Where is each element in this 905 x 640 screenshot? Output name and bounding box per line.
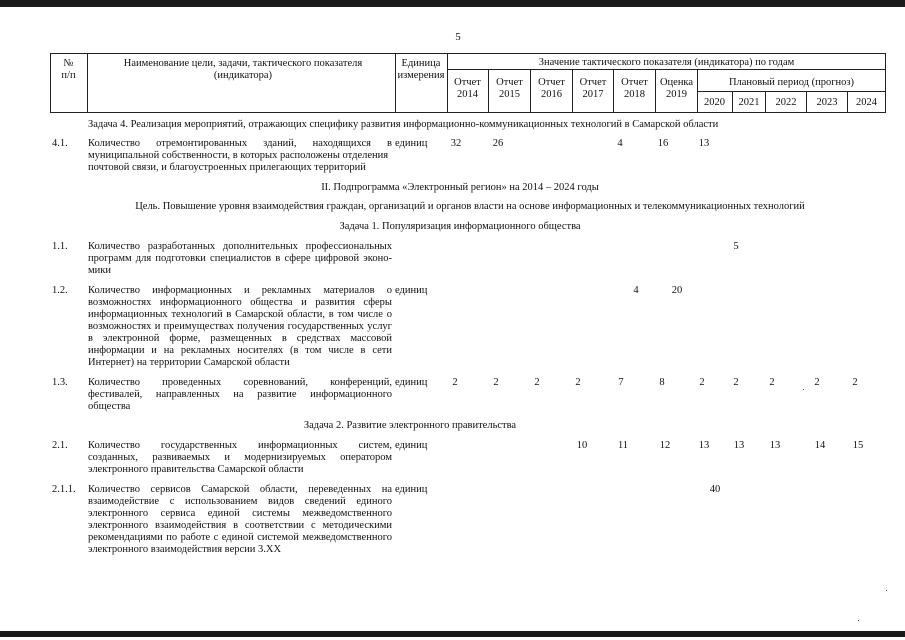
row-1-2-name-line: в электронной форме, размещенных в средствах массовой — [88, 333, 392, 344]
table-header — [50, 53, 886, 113]
row-1-2-name-line: Количество информационных и рекламных материалов о — [88, 285, 392, 296]
row-1-3-unit: единиц — [395, 377, 428, 388]
row-1-1-name — [88, 241, 392, 277]
task-4-heading: Задача 4. Реализация мероприятий, отражающих специфику развития информационно-коммуникационных технологий в Самарской области — [88, 119, 719, 130]
row-1-3-value-2022: 2 — [769, 377, 775, 388]
row-1-2-value-2019: 20 — [671, 285, 683, 296]
row-2-1-name-line: созданных, развиваемых и модернизируемых оператором — [88, 452, 392, 463]
row-1-2-name-line: возможностях информационного общества и развития сферы — [88, 297, 392, 308]
row-1-3-value-2021: 2 — [733, 377, 739, 388]
row-2-1-1-number: 2.1.1. — [52, 484, 76, 495]
row-2-1-1-name-line: рекомендациями по работе с единой системой межведомственного — [88, 532, 392, 543]
row-4-1-value-2019: 16 — [657, 138, 669, 149]
header-unit-col: Единица измерения — [397, 58, 445, 81]
row-1-3-value-2015: 2 — [493, 377, 499, 388]
row-2-1-unit: единиц — [395, 440, 428, 451]
row-1-3-value-2023: 2 — [814, 377, 820, 388]
header-number-col: № п/п — [61, 58, 76, 81]
row-2-1-value-2019: 12 — [659, 440, 671, 451]
row-2-1-1-value-2020: 40 — [709, 484, 721, 495]
row-4-1-name-line: Количество отремонтированных зданий, находящихся в — [88, 138, 392, 149]
row-1-1-name-line: мики — [88, 265, 111, 276]
header-plan-2023: 2023 — [816, 97, 838, 108]
header-plan-2024: 2024 — [856, 97, 877, 108]
row-1-2-value-2018: 4 — [633, 285, 639, 296]
row-1-1-name-line: Количество разработанных дополнительных профессиональных — [88, 241, 392, 252]
row-2-1-value-2022: 13 — [769, 440, 781, 451]
row-1-3-name-line: Количество проведенных соревнований, конференций, — [88, 377, 392, 388]
page-number: 5 — [455, 31, 461, 43]
header-year-2018: Отчет 2018 — [621, 77, 648, 100]
scan-speck — [803, 389, 804, 390]
row-4-1-value-2020: 13 — [698, 138, 710, 149]
row-2-1-number: 2.1. — [52, 440, 68, 451]
row-1-2-name-line: возможностях и преимуществах получения государственных услуг — [88, 321, 392, 332]
subprogram-heading: II. Подпрограмма «Электронный регион» на 2014 – 2024 годы — [321, 182, 599, 193]
row-1-2-name-line: Интернет) на территории Самарской области — [88, 357, 290, 368]
row-2-1-1-unit: единиц — [395, 484, 428, 495]
row-1-1-number: 1.1. — [52, 241, 68, 252]
scan-speck — [858, 620, 859, 621]
row-1-2-number: 1.2. — [52, 285, 68, 296]
header-year-2014: Отчет 2014 — [454, 77, 481, 100]
row-1-3-number: 1.3. — [52, 377, 68, 388]
row-1-2-name-line: информации и на рекламных носителях (в том числе в сети — [88, 345, 392, 356]
scan-speck — [886, 590, 887, 591]
header-sep — [697, 91, 886, 92]
row-2-1-1-name-line: взаимодействие с использованием видов сведений единого — [88, 496, 392, 507]
header-plan-2020: 2020 — [704, 97, 725, 108]
row-2-1-1-name — [88, 484, 392, 556]
row-2-1-1-name-line: электронного взаимодействия версии 3.ХХ — [88, 544, 282, 555]
header-year-2015: Отчет 2015 — [496, 77, 523, 100]
row-1-2-name-line: информационных технологий в Самарской области, в том числе о — [88, 309, 392, 320]
header-year-2017: Отчет 2017 — [579, 77, 607, 100]
header-plan-2021: 2021 — [738, 97, 760, 108]
header-plan-title: Плановый период (прогноз) — [728, 77, 855, 88]
row-4-1-name — [88, 138, 392, 174]
row-4-1-value-2014: 32 — [450, 138, 462, 149]
row-2-1-value-2021: 13 — [733, 440, 745, 451]
top-scan-border — [0, 0, 905, 7]
row-1-3-value-2020: 2 — [699, 377, 705, 388]
row-1-1-value-2021: 5 — [733, 241, 739, 252]
row-2-1-value-2018: 11 — [617, 440, 629, 451]
row-1-3-value-2014: 2 — [452, 377, 458, 388]
row-1-3-value-2018: 7 — [618, 377, 624, 388]
row-1-3-value-2024: 2 — [852, 377, 858, 388]
header-sep — [87, 53, 88, 113]
header-year-2019: Оценка 2019 — [659, 77, 694, 100]
row-1-3-name-line: фестивалей, направленных на развитие информационного — [88, 389, 392, 400]
header-top-rule — [50, 53, 886, 54]
row-2-1-1-name-line: Количество сервисов Самарской области, переведенных на — [88, 484, 392, 495]
row-1-1-name-line: программ для подготовки специалистов в сфере цифровой эконо- — [88, 253, 392, 264]
row-2-1-value-2017: 10 — [576, 440, 588, 451]
header-sep — [447, 69, 886, 70]
row-1-3-value-2017: 2 — [575, 377, 581, 388]
row-1-3-value-2019: 8 — [659, 377, 665, 388]
row-4-1-value-2018: 4 — [617, 138, 623, 149]
header-plan-2022: 2022 — [775, 97, 797, 108]
row-4-1-number: 4.1. — [52, 138, 68, 149]
bottom-scan-border — [0, 631, 905, 637]
row-2-1-value-2020: 13 — [698, 440, 710, 451]
row-1-2-name — [88, 285, 392, 369]
header-year-2016: Отчет 2016 — [538, 77, 565, 100]
row-4-1-name-line: муниципальной собственности, в которых расположены отделения — [88, 150, 389, 161]
row-2-1-name-line: Количество государственных информационных систем, — [88, 440, 392, 451]
row-1-3-value-2016: 2 — [534, 377, 540, 388]
row-1-3-name-line: общества — [88, 401, 131, 412]
row-1-3-name — [88, 377, 392, 413]
row-4-1-unit: единиц — [395, 138, 428, 149]
row-2-1-1-name-line: электронного сервиса единой системы межведомственного — [88, 508, 392, 519]
row-2-1-name-line: электронного правительства Самарской области — [88, 464, 304, 475]
row-2-1-1-name-line: электронного взаимодействия в соответствии с методическими — [88, 520, 392, 531]
row-4-1-value-2015: 26 — [492, 138, 504, 149]
header-bottom-rule — [50, 112, 886, 113]
row-4-1-name-line: почтовой связи, и благоустроенных прилегающих территорий — [88, 162, 366, 173]
row-2-1-value-2024: 15 — [852, 440, 864, 451]
row-2-1-value-2023: 14 — [814, 440, 826, 451]
header-name-col: Наименование цели, задачи, тактического показателя (индикатора) — [123, 58, 363, 81]
goal-heading: Цель. Повышение уровня взаимодействия граждан, организаций и органов власти на основе информационных и телекоммуникационных технологий — [135, 201, 805, 212]
row-2-1-name — [88, 440, 392, 476]
task-1-heading: Задача 1. Популяризация информационного общества — [339, 221, 581, 232]
task-2-heading: Задача 2. Развитие электронного правительства — [303, 420, 517, 431]
row-1-2-unit: единиц — [395, 285, 428, 296]
header-values-title: Значение тактического показателя (индикатора) по годам — [538, 57, 795, 68]
